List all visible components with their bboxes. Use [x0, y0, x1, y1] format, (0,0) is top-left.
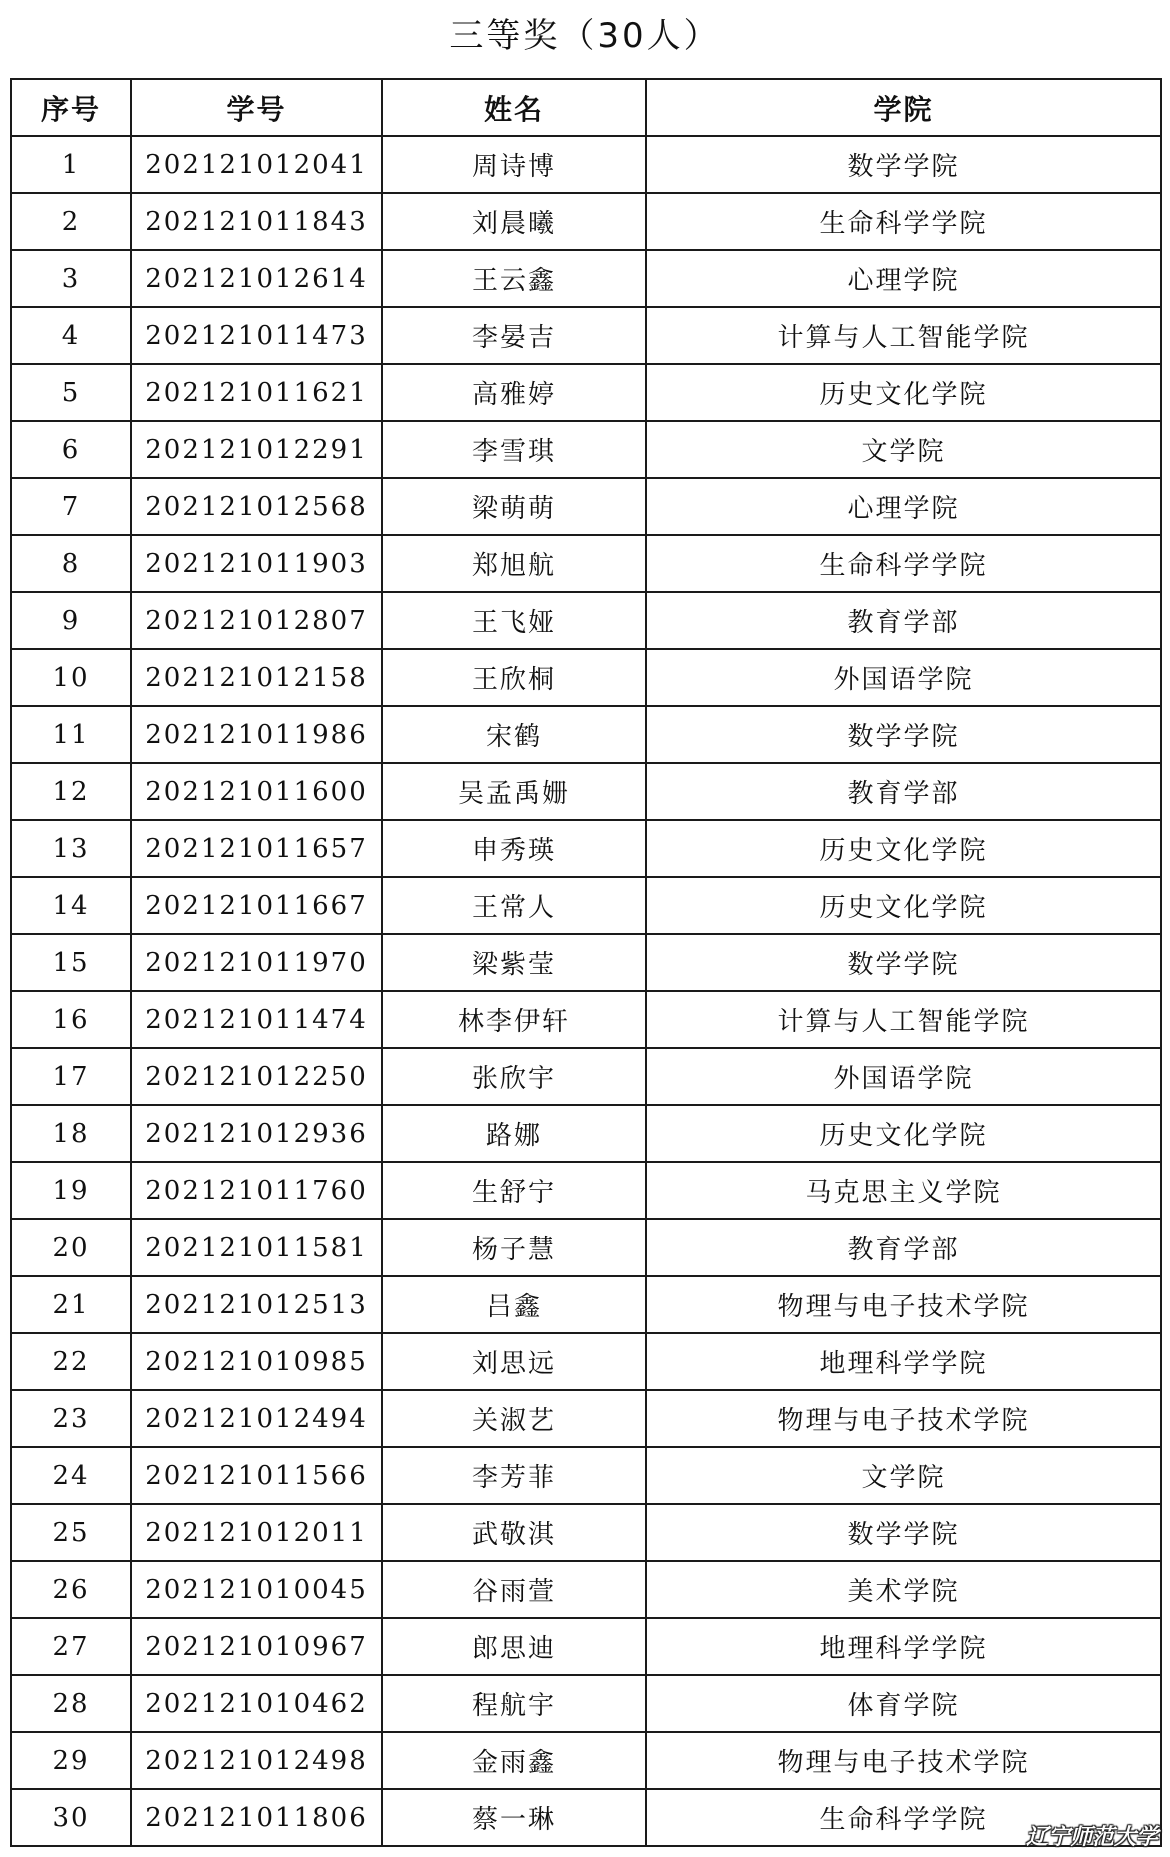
cell-name: 金雨鑫	[382, 1732, 646, 1789]
cell-college: 地理科学学院	[646, 1618, 1161, 1675]
cell-name: 路娜	[382, 1105, 646, 1162]
table-row	[11, 592, 1161, 649]
cell-student-id: 202121011667	[131, 877, 382, 934]
cell-college: 心理学院	[646, 250, 1161, 307]
cell-name: 谷雨萱	[382, 1561, 646, 1618]
cell-student-id: 202121011473	[131, 307, 382, 364]
cell-name: 王云鑫	[382, 250, 646, 307]
cell-student-id: 202121012158	[131, 649, 382, 706]
cell-student-id: 202121011621	[131, 364, 382, 421]
table-row	[11, 763, 1161, 820]
cell-college: 地理科学学院	[646, 1333, 1161, 1390]
cell-college: 数学学院	[646, 136, 1161, 193]
cell-student-id: 202121011970	[131, 934, 382, 991]
cell-name: 梁萌萌	[382, 478, 646, 535]
cell-college: 马克思主义学院	[646, 1162, 1161, 1219]
cell-college: 外国语学院	[646, 1048, 1161, 1105]
cell-student-id: 202121012011	[131, 1504, 382, 1561]
cell-student-id: 202121012498	[131, 1732, 382, 1789]
cell-index: 11	[11, 706, 131, 763]
cell-student-id: 202121010462	[131, 1675, 382, 1732]
cell-name: 生舒宁	[382, 1162, 646, 1219]
table-row	[11, 421, 1161, 478]
table-row	[11, 1561, 1161, 1618]
cell-college: 生命科学学院	[646, 193, 1161, 250]
cell-index: 6	[11, 421, 131, 478]
table-row	[11, 1048, 1161, 1105]
cell-index: 16	[11, 991, 131, 1048]
cell-name: 王常人	[382, 877, 646, 934]
cell-name: 林李伊轩	[382, 991, 646, 1048]
table-row	[11, 364, 1161, 421]
cell-name: 李雪琪	[382, 421, 646, 478]
cell-college: 美术学院	[646, 1561, 1161, 1618]
cell-name: 刘晨曦	[382, 193, 646, 250]
cell-college: 物理与电子技术学院	[646, 1276, 1161, 1333]
table-row	[11, 1276, 1161, 1333]
cell-index: 15	[11, 934, 131, 991]
cell-index: 7	[11, 478, 131, 535]
cell-name: 梁紫莹	[382, 934, 646, 991]
table-row	[11, 250, 1161, 307]
cell-index: 26	[11, 1561, 131, 1618]
cell-college: 计算与人工智能学院	[646, 307, 1161, 364]
cell-college: 心理学院	[646, 478, 1161, 535]
cell-college: 数学学院	[646, 1504, 1161, 1561]
cell-student-id: 202121010967	[131, 1618, 382, 1675]
column-header-college: 学院	[646, 79, 1161, 136]
cell-index: 4	[11, 307, 131, 364]
cell-name: 刘思远	[382, 1333, 646, 1390]
cell-student-id: 202121012936	[131, 1105, 382, 1162]
cell-index: 30	[11, 1789, 131, 1846]
cell-index: 28	[11, 1675, 131, 1732]
cell-college: 体育学院	[646, 1675, 1161, 1732]
cell-name: 高雅婷	[382, 364, 646, 421]
cell-index: 24	[11, 1447, 131, 1504]
cell-college: 历史文化学院	[646, 877, 1161, 934]
cell-student-id: 202121012250	[131, 1048, 382, 1105]
table-row	[11, 1789, 1161, 1846]
cell-index: 29	[11, 1732, 131, 1789]
table-row	[11, 535, 1161, 592]
cell-name: 郎思迪	[382, 1618, 646, 1675]
cell-student-id: 202121011474	[131, 991, 382, 1048]
table-row	[11, 1219, 1161, 1276]
cell-index: 5	[11, 364, 131, 421]
cell-student-id: 202121012494	[131, 1390, 382, 1447]
cell-student-id: 202121011760	[131, 1162, 382, 1219]
cell-student-id: 202121011806	[131, 1789, 382, 1846]
cell-index: 1	[11, 136, 131, 193]
cell-name: 周诗博	[382, 136, 646, 193]
table-row	[11, 1732, 1161, 1789]
cell-name: 宋鹤	[382, 706, 646, 763]
cell-name: 杨子慧	[382, 1219, 646, 1276]
cell-index: 18	[11, 1105, 131, 1162]
cell-name: 武敬淇	[382, 1504, 646, 1561]
cell-student-id: 202121010985	[131, 1333, 382, 1390]
cell-student-id: 202121011581	[131, 1219, 382, 1276]
cell-index: 23	[11, 1390, 131, 1447]
page-title: 三等奖（30人）	[449, 16, 721, 56]
cell-index: 3	[11, 250, 131, 307]
table-row	[11, 1675, 1161, 1732]
cell-index: 25	[11, 1504, 131, 1561]
cell-college: 教育学部	[646, 592, 1161, 649]
cell-student-id: 202121012807	[131, 592, 382, 649]
table-row	[11, 1447, 1161, 1504]
cell-index: 13	[11, 820, 131, 877]
cell-index: 22	[11, 1333, 131, 1390]
table-row	[11, 934, 1161, 991]
cell-name: 李芳菲	[382, 1447, 646, 1504]
cell-college: 历史文化学院	[646, 364, 1161, 421]
cell-student-id: 202121012513	[131, 1276, 382, 1333]
column-header-student-id: 学号	[131, 79, 382, 136]
cell-index: 27	[11, 1618, 131, 1675]
cell-index: 14	[11, 877, 131, 934]
cell-college: 物理与电子技术学院	[646, 1732, 1161, 1789]
cell-student-id: 202121011986	[131, 706, 382, 763]
cell-student-id: 202121012291	[131, 421, 382, 478]
cell-name: 李晏吉	[382, 307, 646, 364]
cell-name: 张欣宇	[382, 1048, 646, 1105]
table-row	[11, 1390, 1161, 1447]
cell-student-id: 202121011566	[131, 1447, 382, 1504]
cell-index: 9	[11, 592, 131, 649]
table-row	[11, 1162, 1161, 1219]
table-row	[11, 820, 1161, 877]
watermark-logo: 辽宁师范大学	[1025, 1825, 1158, 1850]
table-row	[11, 193, 1161, 250]
cell-college: 计算与人工智能学院	[646, 991, 1161, 1048]
cell-student-id: 202121012041	[131, 136, 382, 193]
cell-name: 郑旭航	[382, 535, 646, 592]
cell-name: 吕鑫	[382, 1276, 646, 1333]
cell-college: 教育学部	[646, 1219, 1161, 1276]
cell-index: 17	[11, 1048, 131, 1105]
cell-name: 王欣桐	[382, 649, 646, 706]
cell-index: 2	[11, 193, 131, 250]
cell-name: 申秀瑛	[382, 820, 646, 877]
cell-college: 生命科学学院	[646, 535, 1161, 592]
cell-college: 文学院	[646, 1447, 1161, 1504]
cell-index: 10	[11, 649, 131, 706]
table-row	[11, 1333, 1161, 1390]
table-row	[11, 1504, 1161, 1561]
table-row	[11, 478, 1161, 535]
cell-student-id: 202121010045	[131, 1561, 382, 1618]
cell-college: 数学学院	[646, 706, 1161, 763]
table-row	[11, 1105, 1161, 1162]
cell-index: 19	[11, 1162, 131, 1219]
cell-student-id: 202121011903	[131, 535, 382, 592]
table-row	[11, 307, 1161, 364]
cell-name: 王飞娅	[382, 592, 646, 649]
table-row	[11, 136, 1161, 193]
table-row	[11, 991, 1161, 1048]
cell-name: 程航宇	[382, 1675, 646, 1732]
table-row	[11, 706, 1161, 763]
table-row	[11, 877, 1161, 934]
table-header-row	[11, 79, 1161, 136]
cell-student-id: 202121012614	[131, 250, 382, 307]
cell-name: 蔡一琳	[382, 1789, 646, 1846]
cell-college: 数学学院	[646, 934, 1161, 991]
cell-college: 文学院	[646, 421, 1161, 478]
award-table	[10, 78, 1162, 1847]
cell-college: 外国语学院	[646, 649, 1161, 706]
column-header-name: 姓名	[382, 79, 646, 136]
cell-student-id: 202121011600	[131, 763, 382, 820]
table-row	[11, 649, 1161, 706]
column-header-index: 序号	[11, 79, 131, 136]
cell-index: 20	[11, 1219, 131, 1276]
cell-college: 生命科学学院	[646, 1789, 1161, 1846]
cell-student-id: 202121012568	[131, 478, 382, 535]
cell-college: 物理与电子技术学院	[646, 1390, 1161, 1447]
cell-college: 历史文化学院	[646, 820, 1161, 877]
cell-name: 吴孟禹姗	[382, 763, 646, 820]
cell-index: 8	[11, 535, 131, 592]
cell-index: 21	[11, 1276, 131, 1333]
cell-student-id: 202121011843	[131, 193, 382, 250]
cell-student-id: 202121011657	[131, 820, 382, 877]
cell-index: 12	[11, 763, 131, 820]
cell-name: 关淑艺	[382, 1390, 646, 1447]
cell-college: 历史文化学院	[646, 1105, 1161, 1162]
cell-college: 教育学部	[646, 763, 1161, 820]
table-row	[11, 1618, 1161, 1675]
